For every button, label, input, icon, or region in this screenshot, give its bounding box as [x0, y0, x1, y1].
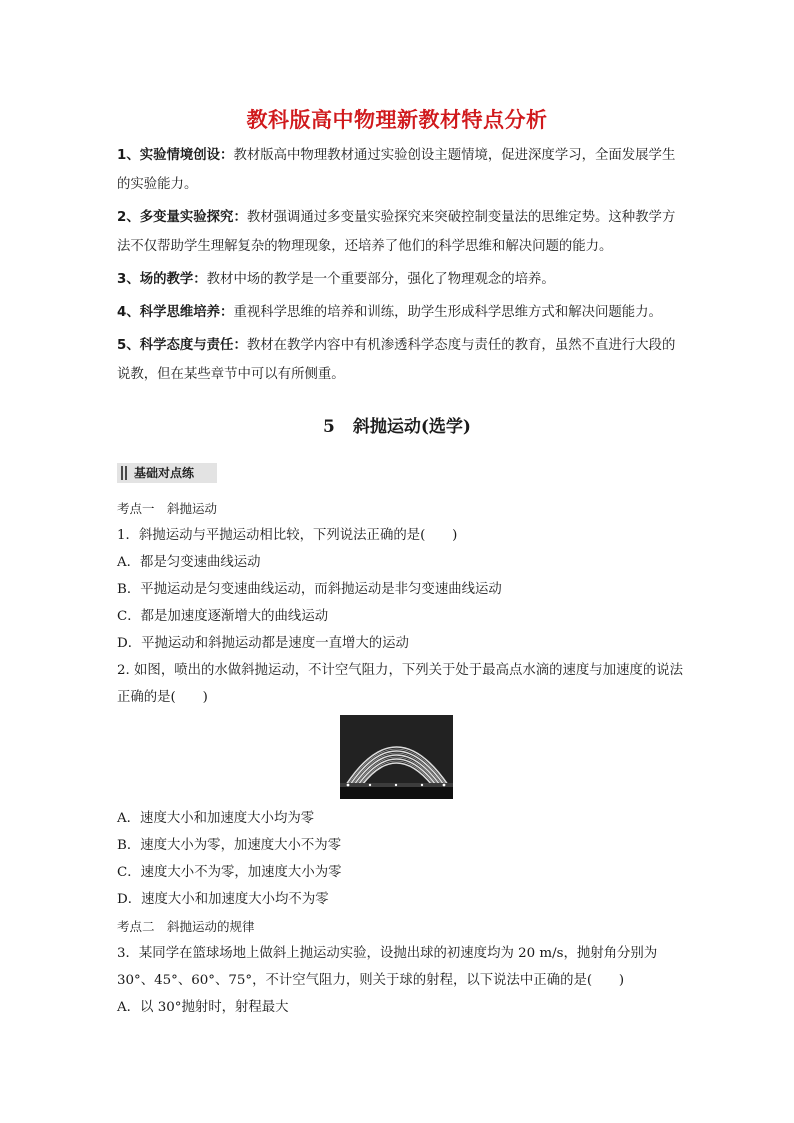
question-option: D．速度大小和加速度大小均不为零	[117, 892, 329, 907]
feature-item	[117, 141, 687, 199]
question-2-options	[117, 805, 687, 1021]
chapter-title: 斜抛运动(选学)	[352, 417, 471, 437]
feature-text: 教材中场的教学是一个重要部分，强化了物理观念的培养。	[206, 272, 555, 287]
feature-text: 教材版高中物理教材通过实验创设主题情境，促进深度学习，全面发展学生的实验能力。	[117, 148, 676, 192]
feature-key: 4、科学思维培养：	[117, 305, 234, 320]
feature-item	[117, 203, 687, 261]
question-stem: 3．某同学在篮球场地上做斜上抛运动实验，设抛出球的初速度均为 20 m/s，抛射角分别为 30°、45°、60°、75°，不计空气阻力，则关于球的射程，以下说法中正确的是( )	[117, 946, 658, 988]
feature-item	[117, 331, 687, 389]
feature-item	[117, 265, 687, 294]
question-option: D．平抛运动和斜抛运动都是速度一直增大的运动	[117, 636, 409, 651]
question-option: B．平抛运动是匀变速曲线运动，而斜抛运动是非匀变速曲线运动	[117, 582, 502, 597]
question-1	[117, 495, 687, 711]
feature-key: 2、多变量实验探究：	[117, 210, 247, 225]
feature-text: 教材强调通过多变量实验探究来突破控制变量法的思维定势。这种教学方法不仅帮助学生理解复杂的物理现象，还培养了他们的科学思维和解决问题的能力。	[117, 210, 676, 254]
question-option: A．以 30°抛射时，射程最大	[117, 1000, 289, 1015]
fountain-photo	[340, 715, 453, 799]
chapter-number: 5	[323, 417, 335, 437]
question-option: C．都是加速度逐渐增大的曲线运动	[117, 609, 329, 624]
topic-heading: 考点一 斜抛运动	[117, 501, 218, 516]
question-stem: 2. 如图，喷出的水做斜抛运动，不计空气阻力，下列关于处于最高点水滴的速度与加速度的说法正确的是( )	[117, 663, 684, 705]
question-option: C．速度大小不为零，加速度大小为零	[117, 865, 342, 880]
feature-item	[117, 298, 687, 327]
tag-label: 基础对点练	[134, 466, 195, 480]
tag-bar-icon	[125, 466, 127, 480]
tag-bar-icon	[121, 466, 123, 480]
feature-key: 3、场的教学：	[117, 272, 207, 287]
feature-key: 5、科学态度与责任：	[117, 338, 247, 353]
topic-heading: 考点二 斜抛运动的规律	[117, 919, 255, 934]
feature-text: 教材在教学内容中有机渗透科学态度与责任的教育，虽然不直进行大段的说教，但在某些章节中可以有所侧重。	[117, 338, 676, 382]
chapter-heading	[0, 412, 794, 437]
page-title: 教科版高中物理新教材特点分析	[246, 108, 548, 132]
question-option: A．速度大小和加速度大小均为零	[117, 811, 315, 826]
feature-key: 1、实验情境创设：	[117, 148, 234, 163]
question-option: B．速度大小为零，加速度大小不为零	[117, 838, 342, 853]
section-tag	[117, 463, 217, 483]
feature-list	[117, 141, 687, 389]
question-stem: 1．斜抛运动与平抛运动相比较，下列说法正确的是( )	[117, 528, 458, 543]
feature-text: 重视科学思维的培养和训练，助学生形成科学思维方式和解决问题能力。	[233, 305, 662, 320]
question-option: A．都是匀变速曲线运动	[117, 555, 261, 570]
